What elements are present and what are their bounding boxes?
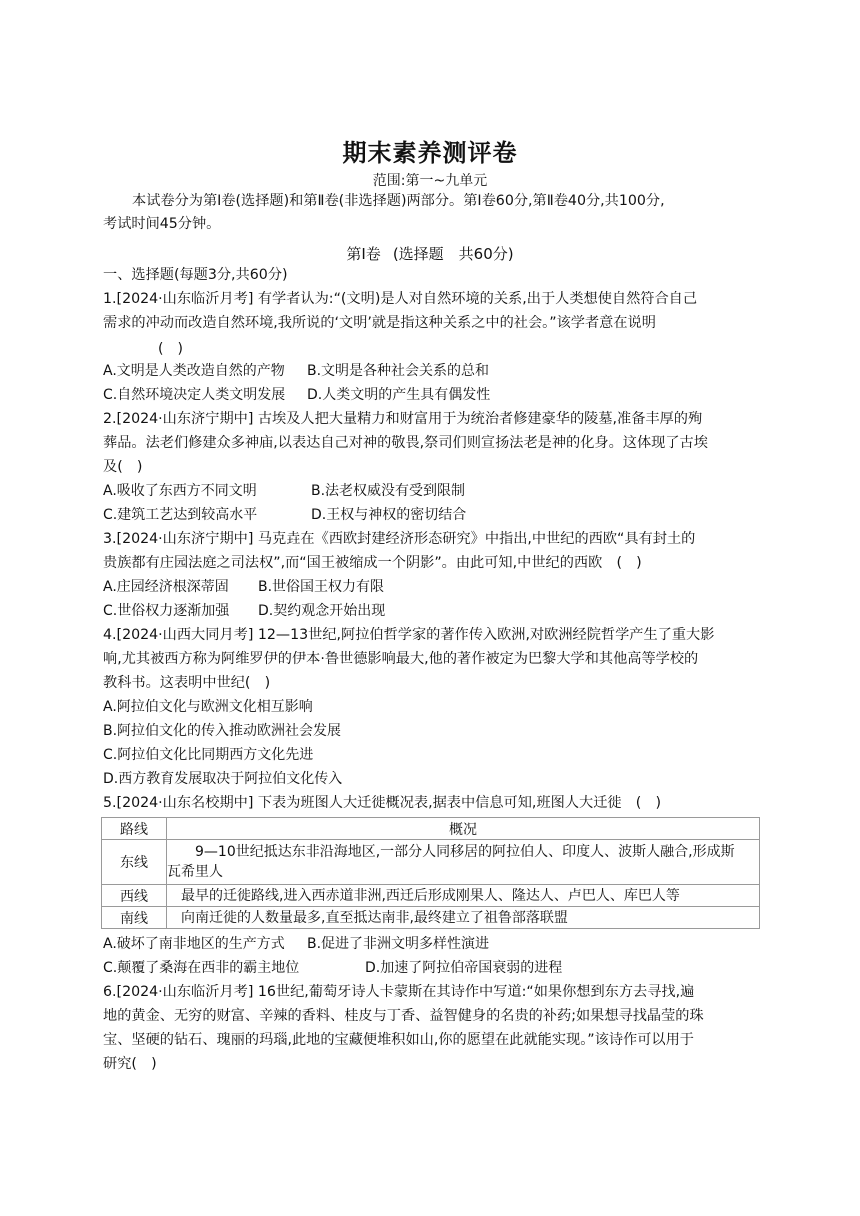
summary-line: 9—10世纪抵达东非沿海地区,一部分人同移居的阿拉伯人、印度人、波斯人融合,形成斯 (195, 844, 735, 860)
question-6-line: 地的黄金、无穷的财富、辛辣的香料、桂皮与丁香、益智健身的名贵的补药;如果想寻找晶莹的珠 (103, 1008, 704, 1024)
answer-paren: ( ) (158, 341, 183, 357)
option-d: D.西方教育发展取决于阿拉伯文化传入 (103, 771, 343, 787)
option-a: A.阿拉伯文化与欧洲文化相互影响 (103, 699, 313, 715)
option-c: C.阿拉伯文化比同期西方文化先进 (103, 747, 314, 763)
question-2-line: 葬品。法老们修建众多神庙,以表达自己对神的敬畏,祭司们则宣扬法老是神的化身。这体现了古埃 (103, 435, 708, 451)
option-b: B.文明是各种社会关系的总和 (307, 363, 490, 379)
intro-line: 本试卷分为第Ⅰ卷(选择题)和第Ⅱ卷(非选择题)两部分。第Ⅰ卷60分,第Ⅱ卷40分,共100分, (132, 193, 665, 209)
option-b: B.法老权威没有受到限制 (311, 483, 466, 499)
option-a: A.破坏了南非地区的生产方式 (103, 936, 285, 952)
option-b: B.世俗国王权力有限 (258, 579, 385, 595)
summary-line: 瓦希里人 (167, 864, 223, 880)
table-header-route: 路线 (102, 818, 167, 840)
table-header-row (102, 818, 760, 840)
question-6-line: 宝、坚硬的钻石、瑰丽的玛瑙,此地的宝藏便堆积如山,你的愿望在此就能实现。”该诗作可以用于 (103, 1032, 694, 1048)
table-cell-summary (167, 840, 760, 885)
question-4-line: 教科书。这表明中世纪( ) (103, 675, 271, 691)
question-4-line: 响,尤其被西方称为阿维罗伊的伊本·鲁世德影响最大,他的著作被定为巴黎大学和其他高等学校的 (103, 651, 699, 667)
option-b: B.阿拉伯文化的传入推动欧洲社会发展 (103, 723, 342, 739)
table-cell-summary: 向南迁徙的人数量最多,直至抵达南非,最终建立了祖鲁部落联盟 (167, 907, 760, 929)
part-title: 第Ⅰ卷 (346, 245, 381, 263)
part-heading (0, 243, 860, 264)
part-subtitle: (选择题 共60分) (392, 245, 514, 263)
exam-title: 期末素养测评卷 (342, 139, 518, 167)
table-row (102, 907, 760, 929)
option-c: C.建筑工艺达到较高水平 (103, 507, 258, 523)
table-row (102, 840, 760, 885)
section-heading: 一、选择题(每题3分,共60分) (103, 267, 288, 283)
option-c: C.颠覆了桑海在西非的霸主地位 (103, 960, 300, 976)
question-3-line: 贵族都有庄园法庭之司法权”,而“国王被缩成一个阴影”。由此可知,中世纪的西欧 ( ) (103, 555, 642, 571)
question-6-line: 6.[2024·山东临沂月考] 16世纪,葡萄牙诗人卡蒙斯在其诗作中写道:“如果你想到东方去寻找,遍 (103, 984, 695, 1000)
question-4-line: 4.[2024·山西大同月考] 12—13世纪,阿拉伯哲学家的著作传入欧洲,对欧洲经院哲学产生了重大影 (103, 627, 715, 643)
table-cell-route: 西线 (102, 885, 167, 907)
option-a: A.庄园经济根深蒂固 (103, 579, 229, 595)
question-3-line: 3.[2024·山东济宁期中] 马克垚在《西欧封建经济形态研究》中指出,中世纪的西欧“具有封土的 (103, 531, 696, 547)
table-row (102, 885, 760, 907)
migration-table (101, 817, 760, 929)
option-c: C.世俗权力逐渐加强 (103, 603, 230, 619)
question-2-line: 及( ) (103, 459, 143, 475)
option-d: D.人类文明的产生具有偶发性 (307, 387, 491, 403)
option-a: A.文明是人类改造自然的产物 (103, 363, 285, 379)
question-1-line: 1.[2024·山东临沂月考] 有学者认为:“(文明)是人对自然环境的关系,出于人类想使自然符合自己 (103, 291, 698, 307)
option-c: C.自然环境决定人类文明发展 (103, 387, 286, 403)
question-6-line: 研究( ) (103, 1056, 157, 1072)
question-1-line: 需求的冲动而改造自然环境,我所说的‘文明’就是指这种关系之中的社会。”该学者意在说明 (103, 315, 656, 331)
option-d: D.加速了阿拉伯帝国衰弱的进程 (365, 960, 563, 976)
option-b: B.促进了非洲文明多样性演进 (307, 936, 490, 952)
table-cell-route: 东线 (102, 840, 167, 885)
exam-scope: 范围:第一~九单元 (372, 173, 488, 189)
table-cell-route: 南线 (102, 907, 167, 929)
option-d: D.契约观念开始出现 (258, 603, 386, 619)
option-a: A.吸收了东西方不同文明 (103, 483, 257, 499)
question-2-line: 2.[2024·山东济宁期中] 古埃及人把大量精力和财富用于为统治者修建豪华的陵墓,准备丰厚的殉 (103, 411, 703, 427)
table-cell-summary: 最早的迁徙路线,进入西赤道非洲,西迁后形成刚果人、隆达人、卢巴人、库巴人等 (167, 885, 760, 907)
question-5-line: 5.[2024·山东名校期中] 下表为班图人大迁徙概况表,据表中信息可知,班图人大迁徙 ( ) (103, 795, 662, 811)
option-d: D.王权与神权的密切结合 (311, 507, 467, 523)
table-header-summary: 概况 (167, 818, 760, 840)
intro-line: 考试时间45分钟。 (103, 216, 221, 232)
